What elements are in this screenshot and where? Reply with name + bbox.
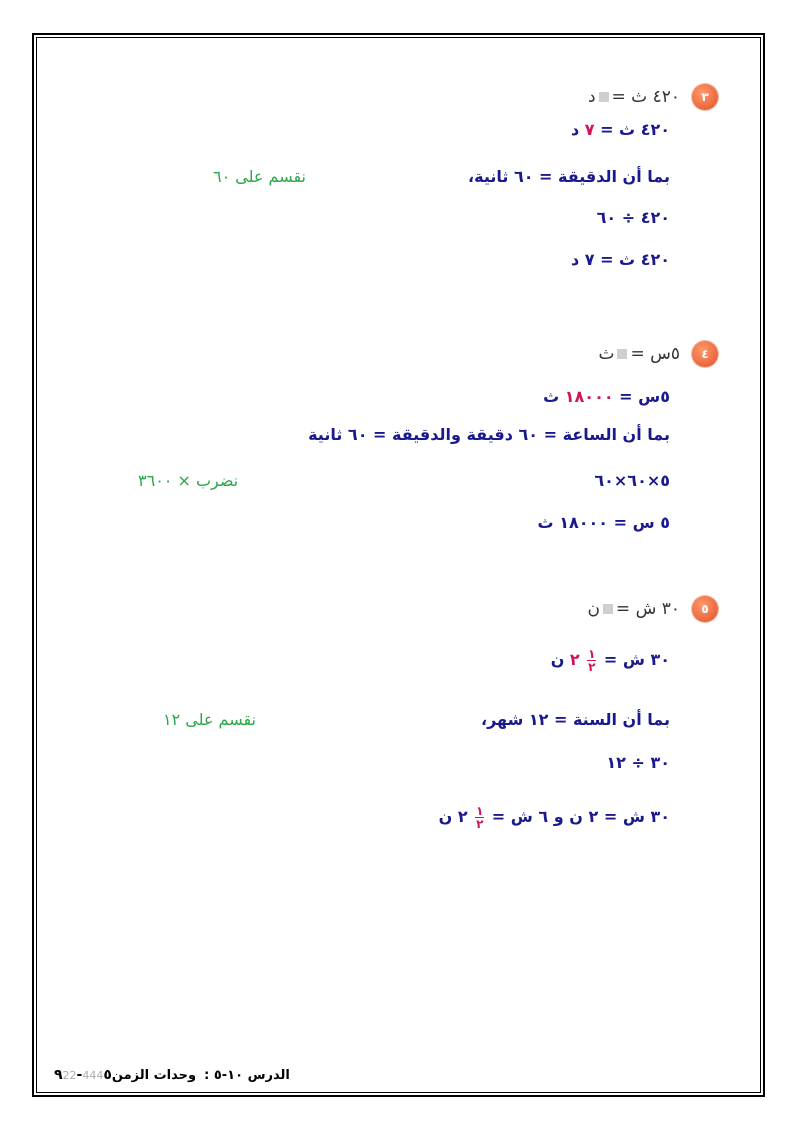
problem-3-reason: بما أن الدقيقة = ٦٠ ثانية، (468, 167, 670, 186)
answer-unit: ن (550, 650, 565, 669)
footer-title: وحدات الزمن (111, 1068, 197, 1083)
problem-5-result (439, 805, 670, 830)
blank-box (599, 92, 609, 102)
question-unit: ن (587, 599, 600, 619)
footer-page: ٥-٩ (54, 1067, 112, 1083)
fraction-numerator: ١ (588, 647, 596, 661)
problem-number-badge: ٥ (692, 596, 718, 622)
answer-whole: ٢ (569, 650, 580, 669)
problem-5-calc: ٣٠ ÷ ١٢ (606, 753, 670, 772)
problem-4-note: نضرب × ٣٦٠٠ (138, 471, 239, 490)
footer-faint-mark-2: 22 (62, 1069, 77, 1082)
result-fraction (475, 805, 484, 830)
answer-value: ١٨٠٠٠ (564, 387, 614, 406)
result-unit: ن (438, 807, 453, 826)
blank-box (603, 604, 613, 614)
problem-3-result: ٤٢٠ ث = ٧ د (570, 250, 670, 269)
question-unit: ث (598, 344, 615, 364)
problem-5-question (587, 596, 718, 622)
blank-box (617, 349, 627, 359)
answer-left: ٤٢٠ ث = (600, 120, 670, 139)
problem-3-note: نقسم على ٦٠ (213, 167, 307, 186)
page-footer (44, 1067, 290, 1083)
problem-number-badge: ٣ (692, 84, 718, 110)
question-left: ٤٢٠ ث = (611, 87, 680, 107)
answer-unit: د (570, 120, 580, 139)
problem-4-reason: بما أن الساعة = ٦٠ دقيقة والدقيقة = ٦٠ ثانية (308, 425, 670, 444)
question-left: ٣٠ ش = (615, 599, 680, 619)
result-whole: ٢ (457, 807, 468, 826)
answer-left: ٥س = (619, 387, 670, 406)
problem-4-calc: ٥×٦٠×٦٠ (594, 471, 670, 490)
problem-4-question (598, 341, 718, 367)
problem-3-calc: ٤٢٠ ÷ ٦٠ (596, 208, 670, 227)
problem-5-reason: بما أن السنة = ١٢ شهر، (480, 710, 670, 729)
problem-4-result: ٥ س = ١٨٠٠٠ ث (537, 513, 670, 532)
fraction-denominator: ٢ (476, 817, 484, 831)
page-border-inner (36, 37, 761, 1093)
question-unit: د (587, 87, 596, 107)
footer-page-number (54, 1067, 112, 1083)
answer-value: ٧ (584, 120, 595, 139)
question-left: ٥س = (630, 344, 680, 364)
answer-left: ٣٠ ش = (603, 650, 670, 669)
problem-5-note: نقسم على ١٢ (163, 710, 257, 729)
fraction-denominator: ٢ (588, 660, 596, 674)
problem-number-badge: ٤ (692, 341, 718, 367)
problem-3-answer (571, 120, 670, 139)
problem-3-question (588, 84, 718, 110)
footer-lesson: الدرس ١٠-٥ : (204, 1068, 290, 1083)
answer-fraction (587, 648, 596, 673)
answer-unit: ث (543, 387, 560, 406)
footer-faint-mark: 444 (82, 1069, 104, 1082)
fraction-numerator: ١ (476, 804, 484, 818)
problem-5-answer (551, 648, 670, 673)
problem-4-answer (543, 387, 670, 406)
result-left: ٣٠ ش = ٢ ن و ٦ ش = (491, 807, 670, 826)
